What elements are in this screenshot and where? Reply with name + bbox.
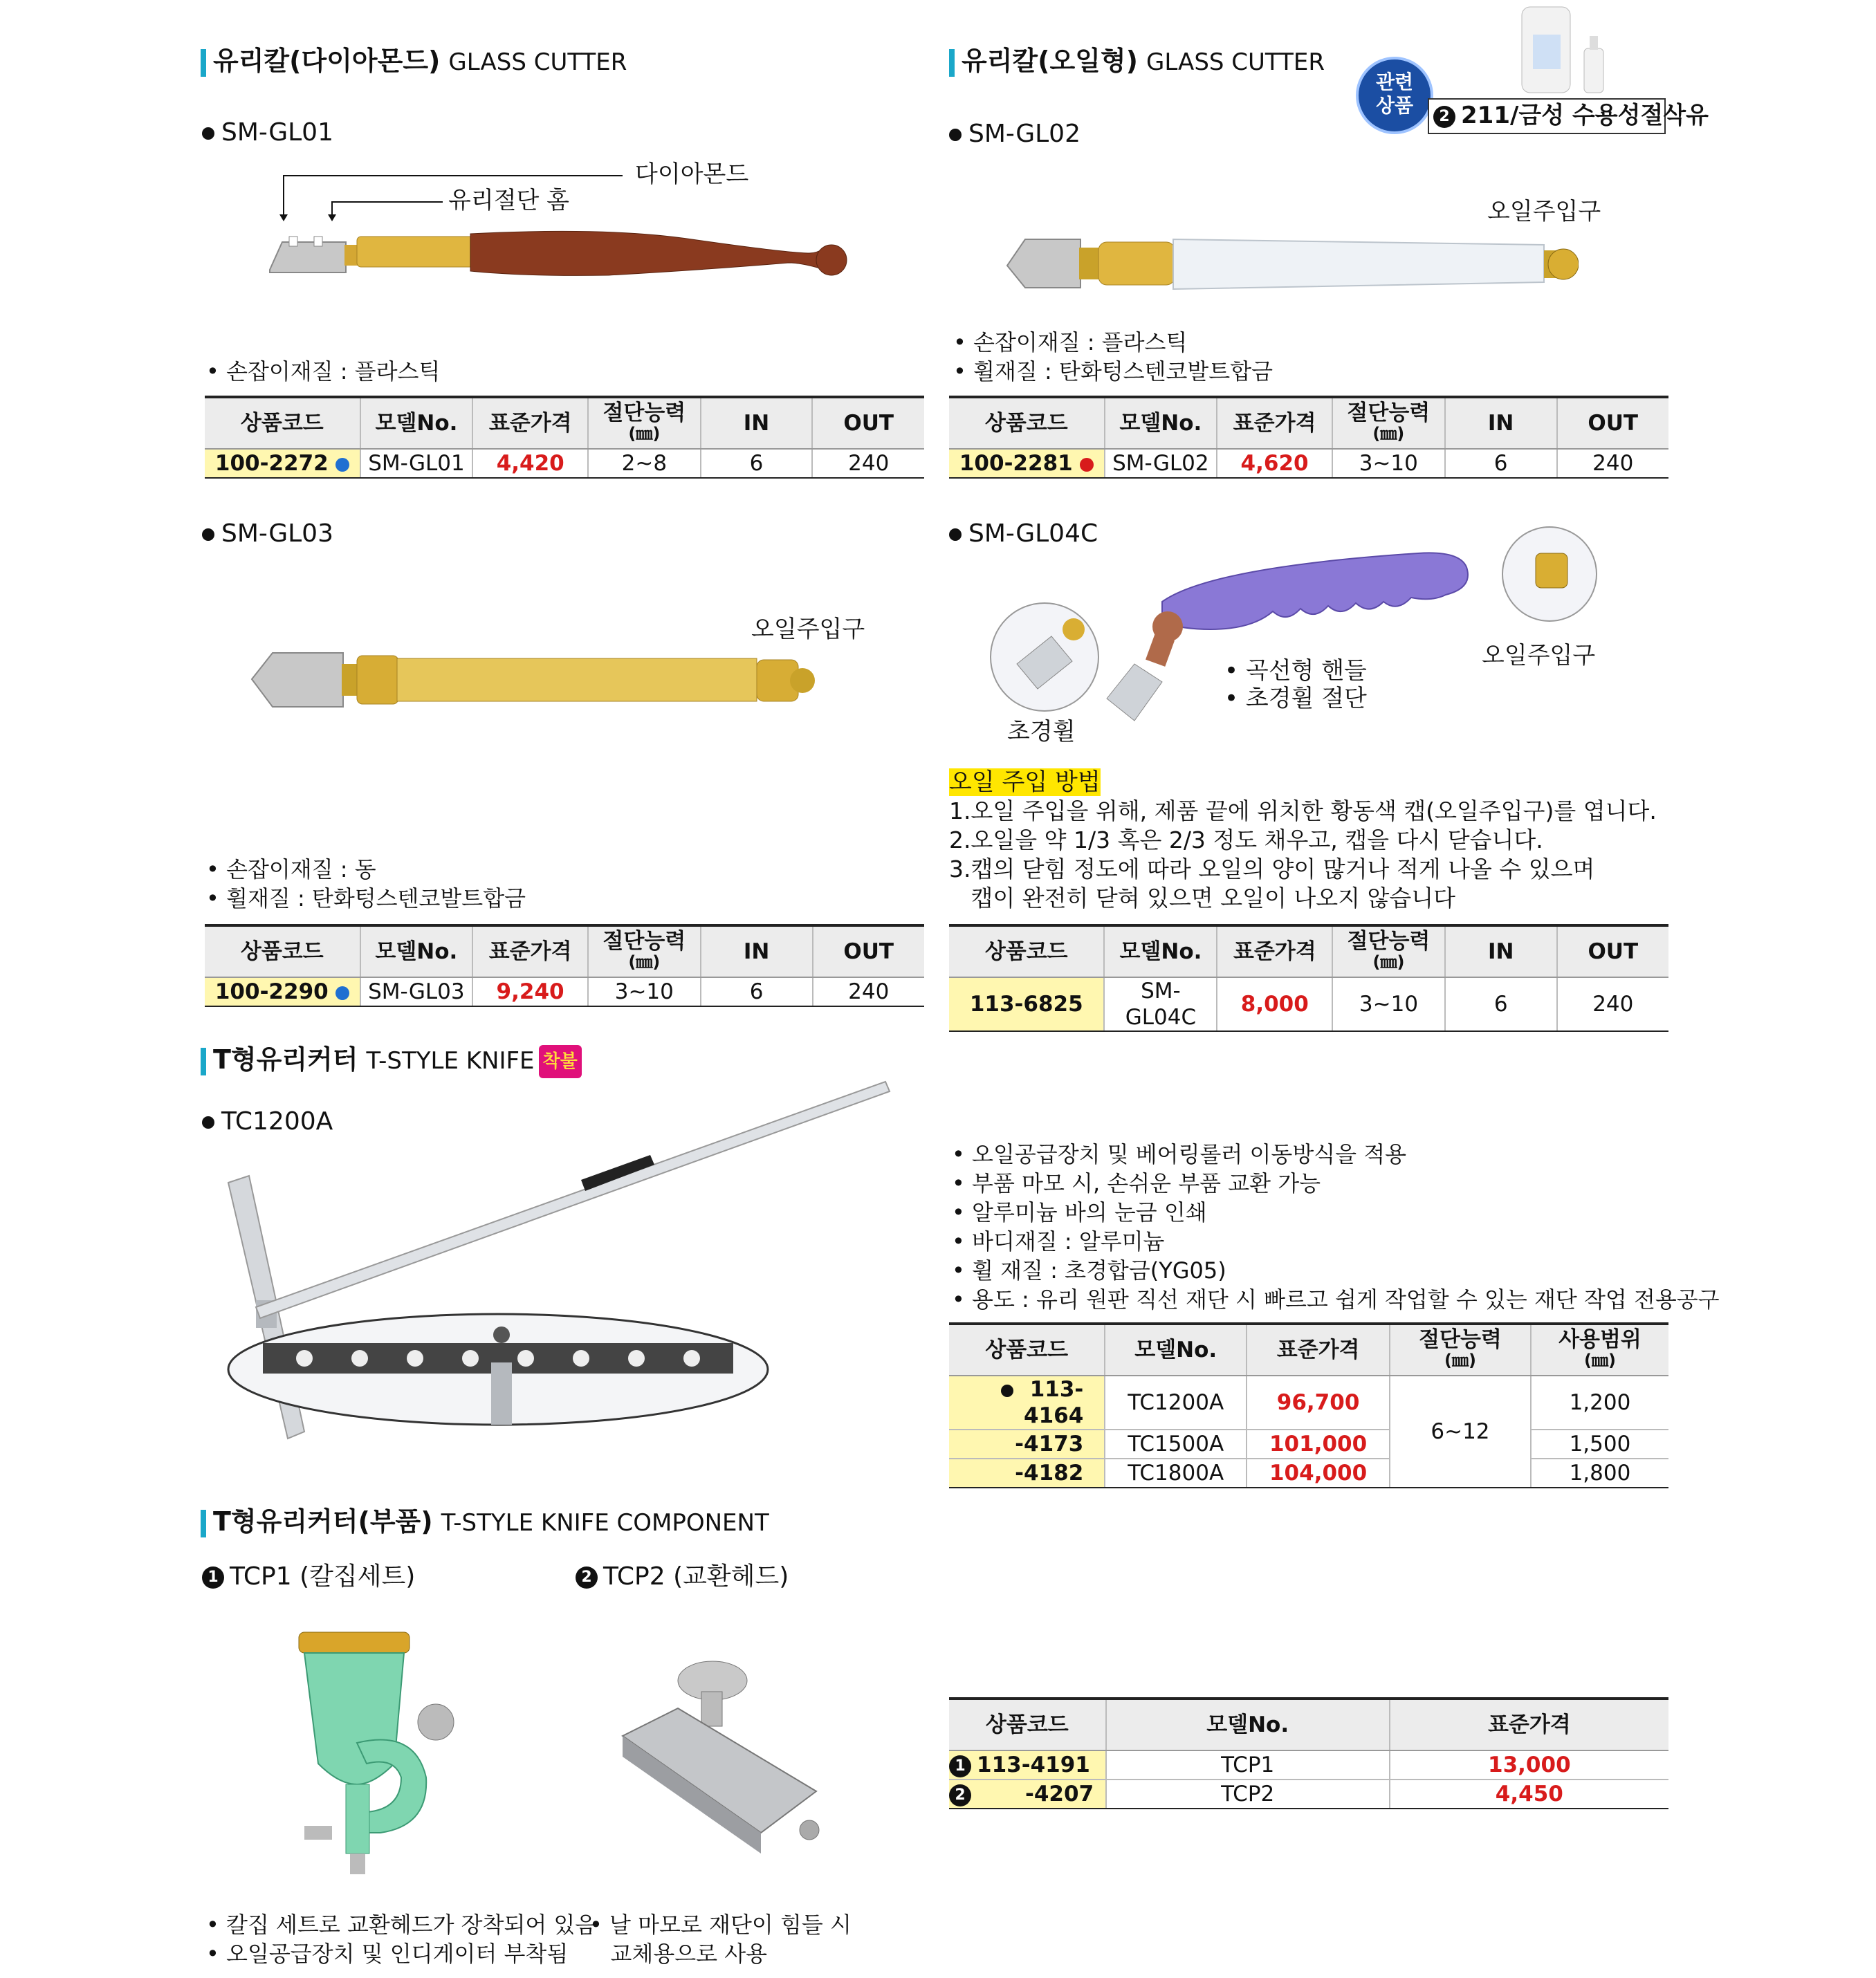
number-2-icon: 2	[1433, 106, 1455, 128]
glass-cutter-gl03-image	[249, 646, 816, 715]
cell-range: 1,800	[1531, 1459, 1668, 1488]
code-text: 100-2281	[959, 451, 1073, 476]
header-in: IN	[701, 397, 813, 449]
header-model: 모델No.	[1105, 397, 1217, 449]
blue-dot-icon	[335, 458, 349, 472]
cell-cap: 3~10	[1332, 449, 1445, 478]
oil-method-title	[949, 768, 1101, 797]
cell-code: 113-6825	[949, 977, 1104, 1031]
cap-unit: (㎜)	[1444, 1351, 1476, 1370]
header-model: 모델No.	[1104, 925, 1217, 977]
cell-price: 104,000	[1247, 1459, 1390, 1488]
header-in: IN	[701, 925, 813, 977]
header-model: 모델No.	[1106, 1699, 1390, 1750]
cell-in: 6	[701, 977, 813, 1006]
blue-dot-icon	[335, 986, 349, 1000]
spec-table-gl02	[949, 396, 1668, 479]
table-row	[949, 1750, 1668, 1780]
related-label1: 관련	[1375, 71, 1414, 93]
cell-in: 6	[1445, 449, 1557, 478]
code-text: 100-2272	[214, 451, 329, 476]
number-1-icon: 1	[949, 1755, 971, 1777]
table-header-row	[949, 1324, 1668, 1376]
table-row	[205, 977, 924, 1006]
table-header-row	[949, 397, 1668, 449]
cod-badge: 착불	[539, 1045, 582, 1078]
number-2-icon: 2	[949, 1784, 971, 1806]
header-range	[1531, 1324, 1668, 1376]
header-cap	[588, 397, 700, 449]
cell-price: 13,000	[1390, 1750, 1668, 1780]
title-bar	[201, 1510, 206, 1537]
cell-out: 240	[812, 449, 924, 478]
header-price: 표준가격	[1390, 1699, 1668, 1750]
title-text: T형유리커터(부품)	[213, 1506, 433, 1537]
gl02-note-0: • 손잡이재질 : 플라스틱	[953, 329, 1188, 355]
cell-model: TC1500A	[1105, 1430, 1247, 1459]
tcp2-label	[576, 1563, 789, 1591]
title-en: GLASS CUTTER	[448, 48, 627, 76]
tc-note-5: • 용도 : 유리 원판 직선 재단 시 빠르고 쉽게 작업할 수 있는 재단 작업 전용공구	[952, 1286, 1720, 1313]
model-text: TC1200A	[221, 1107, 333, 1136]
header-in: IN	[1445, 397, 1557, 449]
cell-range: 1,500	[1531, 1430, 1668, 1459]
cell-model: SM-GL02	[1105, 449, 1217, 478]
table-row	[949, 1376, 1668, 1430]
cell-code: -4182	[949, 1459, 1105, 1488]
title-text: T형유리커터	[213, 1044, 358, 1075]
code-text: 113-4191	[977, 1753, 1090, 1777]
tcp2-replacement-head-image	[609, 1653, 844, 1860]
cell-price: 8,000	[1217, 977, 1332, 1031]
callout-oil-gl03: 오일주입구	[751, 616, 865, 643]
method-line-3: 캡이 완전히 닫혀 있으면 오일이 나오지 않습니다	[949, 885, 1455, 912]
cell-model: SM-GL04C	[1104, 977, 1217, 1031]
method-line-0: 1.오일 주입을 위해, 제품 끝에 위치한 황동색 캡(오일주입구)를 엽니다.	[949, 797, 1657, 824]
section-title-diamond	[201, 46, 627, 77]
bullet-icon	[202, 528, 214, 541]
spec-table-gl03	[205, 924, 924, 1007]
cell-in: 6	[701, 449, 813, 478]
section-title-oil	[949, 46, 1325, 77]
tcp1-knife-holder-image	[291, 1618, 498, 1895]
gl03-note-0: • 손잡이재질 : 동	[206, 856, 376, 882]
title-bar	[201, 49, 206, 77]
header-cap	[1332, 925, 1445, 977]
cap-unit: (㎜)	[1372, 424, 1405, 443]
cell-price: 9,240	[472, 977, 588, 1006]
header-code: 상품코드	[949, 1699, 1106, 1750]
header-out: OUT	[813, 925, 925, 977]
model-label-gl03	[202, 520, 333, 548]
tcp1-label	[202, 1563, 415, 1591]
cap-unit: (㎜)	[628, 952, 661, 972]
header-code: 상품코드	[205, 925, 360, 977]
cell-price: 4,420	[472, 449, 588, 478]
title-bar	[201, 1048, 206, 1075]
title-en: GLASS CUTTER	[1146, 48, 1325, 76]
glass-cutter-gl02-image	[1004, 230, 1579, 299]
tc-note-2: • 알루미늄 바의 눈금 인쇄	[952, 1199, 1207, 1226]
title-en: T-STYLE KNIFE	[366, 1047, 535, 1075]
title-text: 유리칼(다이아몬드)	[213, 46, 441, 76]
bullet-icon	[202, 127, 214, 140]
tc-note-0: • 오일공급장치 및 베어링롤러 이동방식을 적용	[952, 1141, 1407, 1167]
method-line-2: 3.캡의 닫힘 정도에 따라 오일의 양이 많거나 적게 나올 수 있으며	[949, 856, 1595, 882]
number-2-icon: 2	[576, 1566, 598, 1589]
title-text: 유리칼(오일형)	[962, 46, 1138, 76]
cutting-oil-bottle-image	[1515, 0, 1619, 97]
tcp1-note-0: • 칼집 세트로 교환헤드가 장착되어 있음	[206, 1912, 597, 1938]
header-code: 상품코드	[949, 925, 1104, 977]
glass-cutter-gl04c-image	[989, 526, 1598, 754]
tc-note-4: • 휠 재질 : 초경합금(YG05)	[952, 1257, 1226, 1284]
cell-code: -4173	[949, 1430, 1105, 1459]
header-price: 표준가격	[472, 397, 588, 449]
gl03-note-1: • 휠재질 : 탄화텅스텐코발트합금	[206, 885, 526, 912]
cap-label: 절단능력	[603, 400, 686, 425]
cell-cap: 2~8	[588, 449, 700, 478]
model-text: SM-GL03	[221, 519, 333, 548]
callout-groove: 유리절단 홈	[448, 187, 570, 214]
red-dot-icon	[1080, 458, 1094, 472]
tc-note-1: • 부품 마모 시, 손쉬운 부품 교환 가능	[952, 1170, 1321, 1196]
cell-model: SM-GL03	[360, 977, 473, 1006]
cell-price: 101,000	[1247, 1430, 1390, 1459]
cell-price: 4,450	[1390, 1780, 1668, 1809]
cell-code	[949, 1376, 1105, 1430]
gl01-note-0: • 손잡이재질 : 플라스틱	[206, 358, 441, 385]
cap-unit: (㎜)	[1372, 952, 1405, 972]
cell-out: 240	[813, 977, 925, 1006]
cell-price: 4,620	[1217, 449, 1332, 478]
related-badge	[1356, 57, 1433, 134]
table-header-row	[949, 925, 1668, 977]
cap-label: 절단능력	[1347, 929, 1431, 954]
cell-price: 96,700	[1247, 1376, 1390, 1430]
table-row	[949, 1459, 1668, 1488]
cell-code	[949, 1750, 1106, 1780]
table-row	[949, 1780, 1668, 1809]
header-code: 상품코드	[949, 1324, 1105, 1376]
code-text: -4207	[1025, 1782, 1094, 1806]
title-bar	[949, 49, 955, 77]
table-row	[949, 977, 1668, 1031]
bullet-icon	[1001, 1385, 1013, 1397]
bullet-icon	[202, 1116, 214, 1129]
related-product-label[interactable]	[1428, 98, 1709, 134]
model-text: SM-GL04C	[968, 519, 1098, 548]
title-en: T-STYLE KNIFE COMPONENT	[441, 1509, 769, 1537]
header-out: OUT	[812, 397, 924, 449]
model-text: SM-GL02	[968, 120, 1080, 148]
tcp2-text: TCP2 (교환헤드)	[603, 1562, 789, 1591]
callout-diamond: 다이아몬드	[635, 160, 749, 188]
related-text: 211/금성 수용성절삭유	[1461, 102, 1709, 129]
cell-model: TC1200A	[1105, 1376, 1247, 1430]
header-model: 모델No.	[360, 397, 473, 449]
header-price: 표준가격	[472, 925, 588, 977]
cell-code	[205, 977, 360, 1006]
cell-code	[949, 449, 1105, 478]
spec-table-gl01	[205, 396, 924, 479]
callout-wheel: 초경휠	[1007, 718, 1076, 746]
cap-label: 절단능력	[1347, 400, 1431, 425]
cell-range: 1,200	[1531, 1376, 1668, 1430]
callout-feature-1: • 초경휠 절단	[1224, 685, 1367, 712]
header-out: OUT	[1557, 397, 1669, 449]
cell-cap: 3~10	[588, 977, 701, 1006]
cell-code	[205, 449, 360, 478]
header-model: 모델No.	[360, 925, 473, 977]
model-label-gl02	[949, 120, 1080, 148]
header-price: 표준가격	[1217, 397, 1332, 449]
table-row	[205, 449, 924, 478]
spec-table-gl04c	[949, 924, 1668, 1032]
header-out: OUT	[1557, 925, 1668, 977]
glass-cutter-gl01-image	[263, 221, 858, 284]
cell-model: TCP2	[1106, 1780, 1390, 1809]
callout-oil-gl04: 오일주입구	[1482, 642, 1596, 669]
section-title-tcomp	[201, 1506, 769, 1538]
cell-model: SM-GL01	[360, 449, 473, 478]
callout-feature-0: • 곡선형 핸들	[1224, 657, 1367, 685]
method-title-text: 오일 주입 방법	[949, 768, 1101, 796]
model-text: SM-GL01	[221, 118, 333, 147]
bullet-icon	[949, 129, 962, 141]
table-header-row	[949, 1699, 1668, 1750]
tcp1-note-1: • 오일공급장치 및 인디게이터 부착됨	[206, 1941, 569, 1967]
table-row	[949, 449, 1668, 478]
header-cap	[588, 925, 701, 977]
cell-cap: 6~12	[1390, 1376, 1531, 1488]
cell-out: 240	[1557, 977, 1668, 1031]
gl02-note-1: • 휠재질 : 탄화텅스텐코발트합금	[953, 358, 1273, 385]
t-style-knife-image	[221, 1072, 913, 1459]
header-price: 표준가격	[1217, 925, 1332, 977]
range-unit: (㎜)	[1583, 1351, 1616, 1370]
cell-out: 240	[1557, 449, 1669, 478]
tc-note-3: • 바디재질 : 알루미늄	[952, 1228, 1165, 1255]
cell-cap: 3~10	[1332, 977, 1445, 1031]
range-label: 사용범위	[1558, 1327, 1642, 1352]
code-text: 113-4164	[1024, 1377, 1084, 1428]
table-row	[949, 1430, 1668, 1459]
tcp1-text: TCP1 (칼집세트)	[230, 1562, 416, 1591]
table-header-row	[205, 397, 924, 449]
header-cap	[1332, 397, 1445, 449]
header-code: 상품코드	[205, 397, 360, 449]
spec-table-tc	[949, 1322, 1668, 1488]
code-text: 100-2290	[214, 979, 329, 1004]
tcp2-note-0: • 날 마모로 재단이 힘들 시	[589, 1912, 852, 1938]
tcp2-note-1: 교체용으로 사용	[589, 1941, 768, 1967]
header-in: IN	[1445, 925, 1557, 977]
header-price: 표준가격	[1247, 1324, 1390, 1376]
cell-in: 6	[1445, 977, 1557, 1031]
header-cap	[1390, 1324, 1531, 1376]
bullet-icon	[949, 528, 962, 541]
callout-lines	[277, 166, 636, 221]
callout-oil-gl02: 오일주입구	[1487, 198, 1601, 225]
cap-unit: (㎜)	[628, 424, 661, 443]
header-model: 모델No.	[1105, 1324, 1247, 1376]
cell-code	[949, 1780, 1106, 1809]
related-label2: 상품	[1375, 94, 1414, 117]
model-label-gl01	[202, 119, 333, 147]
spec-table-tcp	[949, 1697, 1668, 1809]
table-header-row	[205, 925, 924, 977]
method-line-1: 2.오일을 약 1/3 혹은 2/3 정도 채우고, 캡을 다시 닫습니다.	[949, 826, 1543, 853]
cell-model: TC1800A	[1105, 1459, 1247, 1488]
cell-model: TCP1	[1106, 1750, 1390, 1780]
number-1-icon: 1	[202, 1566, 224, 1589]
cap-label: 절단능력	[1419, 1327, 1502, 1352]
header-code: 상품코드	[949, 397, 1105, 449]
cap-label: 절단능력	[603, 929, 686, 954]
